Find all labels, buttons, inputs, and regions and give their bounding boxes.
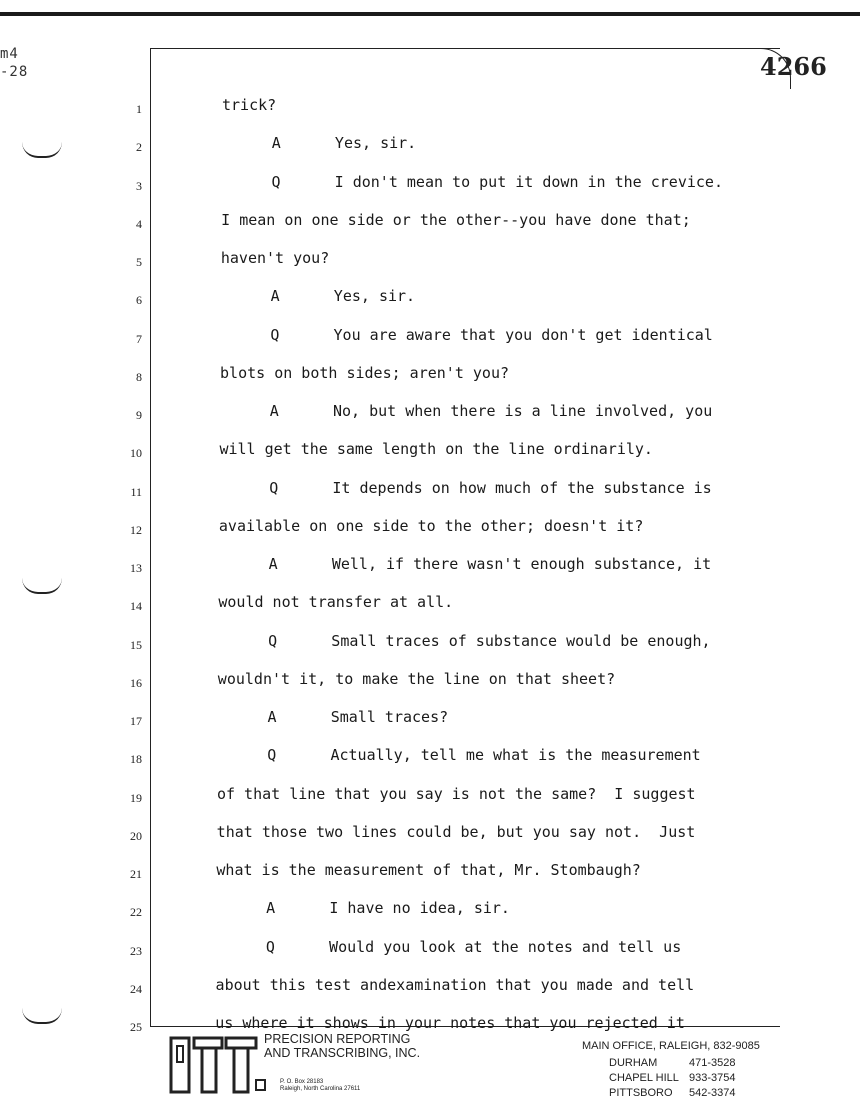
- transcript-line: A Yes, sir.: [270, 287, 416, 306]
- transcript-line: will get the same length on the line ordinarily.: [219, 440, 653, 459]
- margin-binding-mark: [22, 142, 62, 158]
- line-number: 2: [136, 140, 142, 155]
- line-number: 6: [136, 293, 142, 308]
- margin-note-2: -28: [0, 64, 29, 80]
- line-number: 1: [136, 102, 142, 116]
- page-frame-left: [150, 48, 151, 1026]
- line-number: 21: [130, 867, 142, 881]
- transcript-line: A Small traces?: [267, 708, 449, 726]
- transcript-line: I mean on one side or the other--you have done that;: [221, 210, 691, 229]
- page-number: 4266: [760, 52, 827, 81]
- top-border-rule: [0, 12, 860, 16]
- office-city: CHAPEL HILL: [609, 1072, 679, 1084]
- line-number: 8: [136, 369, 142, 384]
- line-number: 13: [130, 561, 142, 575]
- margin-binding-mark: [22, 578, 62, 594]
- line-number: 7: [136, 331, 142, 346]
- transcript-line: us where it shows in your notes that you rejected it: [215, 1014, 685, 1032]
- transcript-line: available on one side to the other; doesn't it?: [218, 516, 644, 535]
- transcript-line: about this test andexamination that you made and tell: [215, 975, 695, 994]
- transcript-line: wouldn't it, to make the line on that sheet?: [217, 669, 616, 688]
- office-phone: 471-3528: [689, 1057, 736, 1069]
- line-number: 16: [130, 675, 142, 690]
- line-number: 4: [136, 216, 142, 231]
- transcript-line: A Yes, sir.: [271, 134, 417, 153]
- transcript-line: what is the measurement of that, Mr. Stombaugh?: [216, 861, 641, 879]
- transcript-line: blots on both sides; aren't you?: [220, 363, 510, 382]
- main-office: MAIN OFFICE, RALEIGH, 832-9085: [582, 1040, 760, 1052]
- office-pittsboro: [609, 1087, 736, 1099]
- office-phone: 542-3374: [689, 1087, 736, 1099]
- transcript-line: Q Would you look at the notes and tell us: [265, 937, 682, 956]
- address-line1: P. O. Box 28183: [280, 1079, 324, 1085]
- company-name: [264, 1032, 420, 1060]
- line-number: 23: [130, 943, 142, 958]
- transcript-line: Q Small traces of substance would be enough,: [268, 631, 711, 650]
- line-number: 18: [130, 752, 142, 767]
- transcript-line: that those two lines could be, but you say not. Just: [216, 822, 696, 841]
- line-number: 14: [130, 599, 142, 614]
- transcript-line: haven't you?: [220, 249, 330, 267]
- transcript-line: would not transfer at all.: [218, 593, 454, 612]
- transcript-line: A Well, if there wasn't enough substance, it: [268, 555, 712, 573]
- transcript-line: Q I don't mean to put it down in the crevice.: [271, 172, 723, 191]
- margin-binding-mark: [22, 1008, 62, 1024]
- page-frame-top: [150, 48, 780, 49]
- line-number: 25: [130, 1020, 142, 1034]
- line-number: 11: [130, 484, 142, 499]
- line-number: 9: [136, 408, 142, 422]
- office-city: PITTSBORO: [609, 1087, 673, 1099]
- transcript-line: Q It depends on how much of the substance is: [269, 478, 712, 497]
- line-number: 3: [136, 178, 142, 193]
- line-number: 24: [130, 981, 142, 996]
- line-number: 12: [130, 522, 142, 537]
- line-number: 5: [136, 255, 142, 269]
- transcript-line: Q Actually, tell me what is the measurement: [267, 746, 701, 765]
- company-name-line2: AND TRANSCRIBING, INC.: [264, 1046, 421, 1060]
- company-address: [280, 1079, 360, 1093]
- office-phone: 933-3754: [689, 1072, 736, 1084]
- transcript-line: trick?: [222, 96, 277, 114]
- office-city: DURHAM: [609, 1057, 658, 1069]
- line-number: 19: [130, 790, 142, 805]
- line-number: 20: [130, 828, 142, 843]
- address-line2: Raleigh, North Carolina 27611: [280, 1086, 361, 1092]
- line-number: 22: [130, 905, 142, 920]
- transcript-line: of that line that you say is not the same? I suggest: [216, 784, 696, 803]
- transcript-line: A No, but when there is a line involved, you: [269, 402, 713, 420]
- company-logo: [168, 1032, 268, 1094]
- office-durham: [609, 1057, 736, 1069]
- company-name-line1: PRECISION REPORTING: [264, 1032, 411, 1046]
- transcript-line: Q You are aware that you don't get identical: [270, 325, 713, 344]
- margin-note-1: m4: [0, 46, 19, 62]
- transcript-line: A I have no idea, sir.: [266, 899, 510, 918]
- line-number: 10: [130, 446, 142, 461]
- line-number: 15: [130, 637, 142, 652]
- office-chapel-hill: [609, 1072, 736, 1084]
- line-number: 17: [130, 714, 142, 728]
